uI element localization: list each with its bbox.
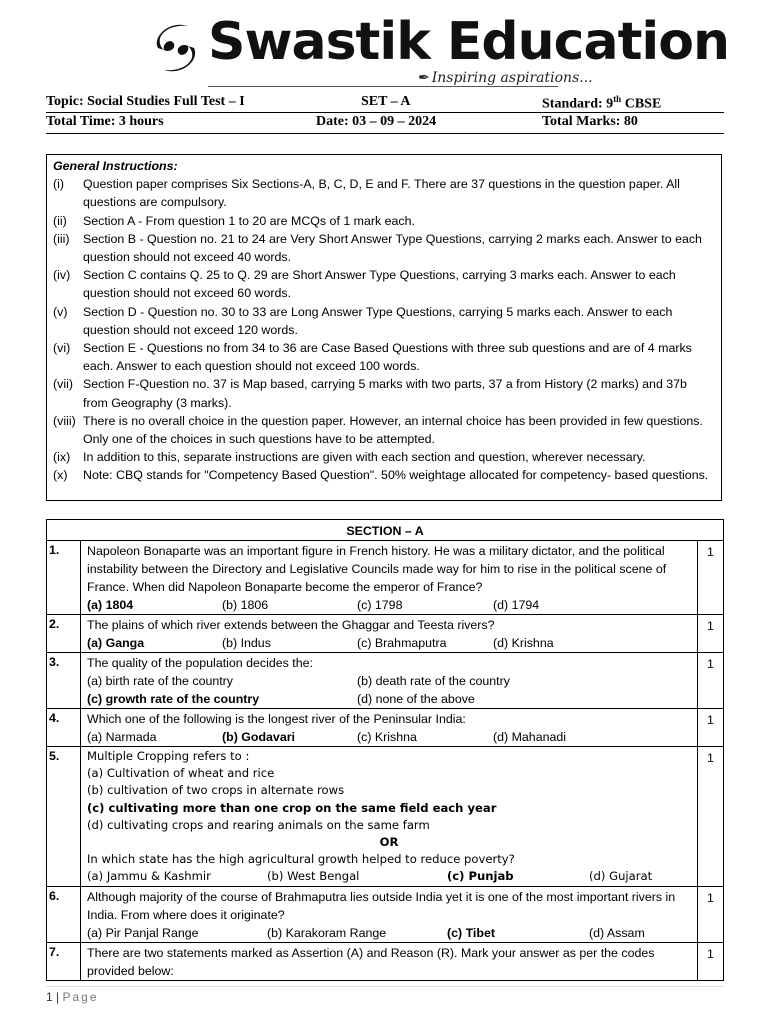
option-d: (d) none of the above bbox=[357, 692, 475, 706]
quill-icon: ✒ bbox=[418, 70, 430, 86]
question-body bbox=[81, 653, 698, 709]
option-a: (a) 1804 bbox=[87, 598, 134, 612]
question-body bbox=[81, 747, 698, 887]
instruction-item: (i) Question paper comprises Six Sections-A, B, C, D, E and F. There are 37 questions in the question paper. All questions are compulsory. bbox=[53, 177, 680, 210]
section-a-table bbox=[46, 519, 724, 981]
option-b: (b) Karakoram Range bbox=[267, 925, 387, 940]
question-body bbox=[81, 886, 698, 942]
swirl-logo-icon bbox=[148, 20, 204, 76]
marks: 1 bbox=[698, 747, 724, 887]
date-label: Date: 03 – 09 – 2024 bbox=[316, 114, 437, 129]
meta-row-topic bbox=[46, 94, 724, 112]
brand-tagline: ✒ Inspiring aspirations... bbox=[418, 70, 593, 86]
marks: 1 bbox=[698, 541, 724, 615]
option-b: (b) cultivation of two crops in alternate rows bbox=[87, 783, 345, 798]
marks: 1 bbox=[698, 942, 724, 980]
options bbox=[87, 596, 691, 614]
option-c: (c) Brahmaputra bbox=[357, 636, 447, 650]
option-d: (d) 1794 bbox=[493, 598, 540, 612]
instruction-item: (vi) Section E - Questions no from 34 to 36 are Case Based Questions with three sub questions and are of 4 marks each. Answer to each question should not exceed 100 words. bbox=[53, 341, 692, 374]
question-row bbox=[47, 615, 724, 653]
swastik-logo bbox=[148, 12, 730, 94]
question-text: The quality of the population decides the: bbox=[87, 656, 313, 670]
option-a: (a) Ganga bbox=[87, 636, 145, 650]
set-label: SET – A bbox=[361, 94, 411, 109]
question-number: 7. bbox=[47, 942, 81, 980]
alt-option-d: (d) Gujarat bbox=[589, 869, 653, 884]
question-number: 1. bbox=[47, 541, 81, 615]
instructions-heading: General Instructions: bbox=[53, 159, 178, 173]
section-header-row bbox=[47, 520, 724, 541]
instruction-item: (ii) Section A - From question 1 to 20 are MCQs of 1 mark each. bbox=[53, 213, 415, 228]
question-row bbox=[47, 747, 724, 887]
instruction-item: (viii) There is no overall choice in the question paper. However, an internal choice has been provided in few questions. Only one of the choices in such questions have to be attempted. bbox=[53, 413, 703, 447]
marks: 1 bbox=[698, 653, 724, 709]
page-number: 1 bbox=[46, 990, 53, 1004]
options bbox=[87, 924, 691, 942]
standard-label: Standard: 9th CBSE bbox=[542, 94, 662, 112]
option-c: (c) cultivating more than one crop on the same field each year bbox=[87, 800, 497, 815]
option-a: (a) Pir Panjal Range bbox=[87, 925, 199, 940]
instruction-item: (vii) Section F-Question no. 37 is Map based, carrying 5 marks with two parts, 37 a from History (2 marks) and 37b from Geography (3 marks). bbox=[53, 377, 687, 410]
question-body bbox=[81, 541, 698, 615]
option-d: (d) cultivating crops and rearing animals on the same farm bbox=[87, 817, 430, 832]
options bbox=[87, 634, 691, 652]
instruction-item: (iv) Section C contains Q. 25 to Q. 29 are Short Answer Type Questions, carrying 3 marks each. Answer to each question should not exceed 60 words. bbox=[53, 268, 676, 301]
alt-option-c: (c) Punjab bbox=[447, 869, 514, 884]
option-a: (a) Cultivation of wheat and rice bbox=[87, 766, 275, 781]
meta-divider-bottom bbox=[46, 133, 724, 134]
option-c: (c) Krishna bbox=[357, 730, 417, 744]
page-footer bbox=[46, 990, 99, 1004]
option-d: (d) Mahanadi bbox=[493, 730, 567, 744]
question-row bbox=[47, 653, 724, 709]
question-number: 6. bbox=[47, 886, 81, 942]
question-text: Napoleon Bonaparte was an important figure in French history. He was a military dictator, and the political instability between the Directory and Legislative Councils made way for him to rise in the political scene of France. When did Napoleon Bonaparte become the emperor of France? bbox=[87, 544, 667, 594]
question-row bbox=[47, 541, 724, 615]
alt-option-a: (a) Jammu & Kashmir bbox=[87, 869, 211, 884]
time-label: Total Time: 3 hours bbox=[46, 114, 164, 129]
option-a: (a) Narmada bbox=[87, 730, 157, 744]
question-text: There are two statements marked as Assertion (A) and Reason (R). Mark your answer as per the codes provided below: bbox=[87, 945, 655, 978]
option-a: (a) birth rate of the country bbox=[87, 674, 234, 688]
question-text: The plains of which river extends between the Ghaggar and Teesta rivers? bbox=[87, 618, 495, 632]
question-text: Multiple Cropping refers to : bbox=[87, 749, 250, 763]
marks: 1 bbox=[698, 886, 724, 942]
meta-divider bbox=[46, 112, 724, 113]
question-row bbox=[47, 886, 724, 942]
or-divider: OR bbox=[379, 835, 399, 850]
meta-row-time bbox=[46, 114, 724, 132]
option-c: (c) Tibet bbox=[447, 925, 495, 940]
instruction-item: (ix) In addition to this, separate instructions are given with each section and question, wherever necessary. bbox=[53, 450, 646, 465]
options bbox=[87, 728, 691, 746]
question-body bbox=[81, 942, 698, 980]
footer-divider bbox=[46, 986, 724, 987]
marks: 1 bbox=[698, 615, 724, 653]
question-text: Although majority of the course of Brahmaputra lies outside India yet it is one of the most important rivers in India. From where does it originate? bbox=[87, 889, 676, 922]
question-number: 2. bbox=[47, 615, 81, 653]
instruction-item: (x) Note: CBQ stands for "Competency Based Question". 50% weightage allocated for competency- based questions. bbox=[53, 468, 709, 483]
question-body bbox=[81, 615, 698, 653]
marks-label: Total Marks: 80 bbox=[542, 114, 638, 129]
option-b: (b) Godavari bbox=[222, 730, 295, 744]
option-d: (d) Assam bbox=[589, 925, 645, 940]
option-c: (c) 1798 bbox=[357, 598, 403, 612]
options bbox=[87, 690, 691, 708]
logo-underline bbox=[208, 86, 558, 87]
page-label: Page bbox=[62, 990, 99, 1004]
question-number: 5. bbox=[47, 747, 81, 887]
option-b: (b) Indus bbox=[222, 636, 271, 650]
general-instructions-box bbox=[46, 154, 722, 501]
question-number: 3. bbox=[47, 653, 81, 709]
option-d: (d) Krishna bbox=[493, 636, 554, 650]
question-number: 4. bbox=[47, 709, 81, 747]
instruction-item: (v) Section D - Question no. 30 to 33 are Long Answer Type Questions, carrying 5 marks each. Answer to each question should not exceed 120 words. bbox=[53, 304, 673, 337]
alt-options bbox=[87, 868, 691, 885]
topic-label: Topic: Social Studies Full Test – I bbox=[46, 94, 245, 109]
question-row bbox=[47, 709, 724, 747]
footer-separator: | bbox=[52, 990, 63, 1004]
option-b: (b) death rate of the country bbox=[357, 674, 510, 688]
option-b: (b) 1806 bbox=[222, 598, 269, 612]
question-text: Which one of the following is the longest river of the Peninsular India: bbox=[87, 712, 466, 726]
options bbox=[87, 672, 691, 690]
question-body bbox=[81, 709, 698, 747]
marks: 1 bbox=[698, 709, 724, 747]
brand-name: Swastik Education bbox=[208, 12, 730, 72]
section-title: SECTION – A bbox=[47, 520, 724, 541]
option-c: (c) growth rate of the country bbox=[87, 692, 260, 706]
alt-option-b: (b) West Bengal bbox=[267, 869, 360, 884]
question-row bbox=[47, 942, 724, 980]
instruction-item: (iii) Section B - Question no. 21 to 24 are Very Short Answer Type Questions, carrying 2 marks each. Answer to each question should not exceed 40 words. bbox=[53, 231, 702, 265]
alt-question-text: In which state has the high agricultural growth helped to reduce poverty? bbox=[87, 852, 515, 867]
